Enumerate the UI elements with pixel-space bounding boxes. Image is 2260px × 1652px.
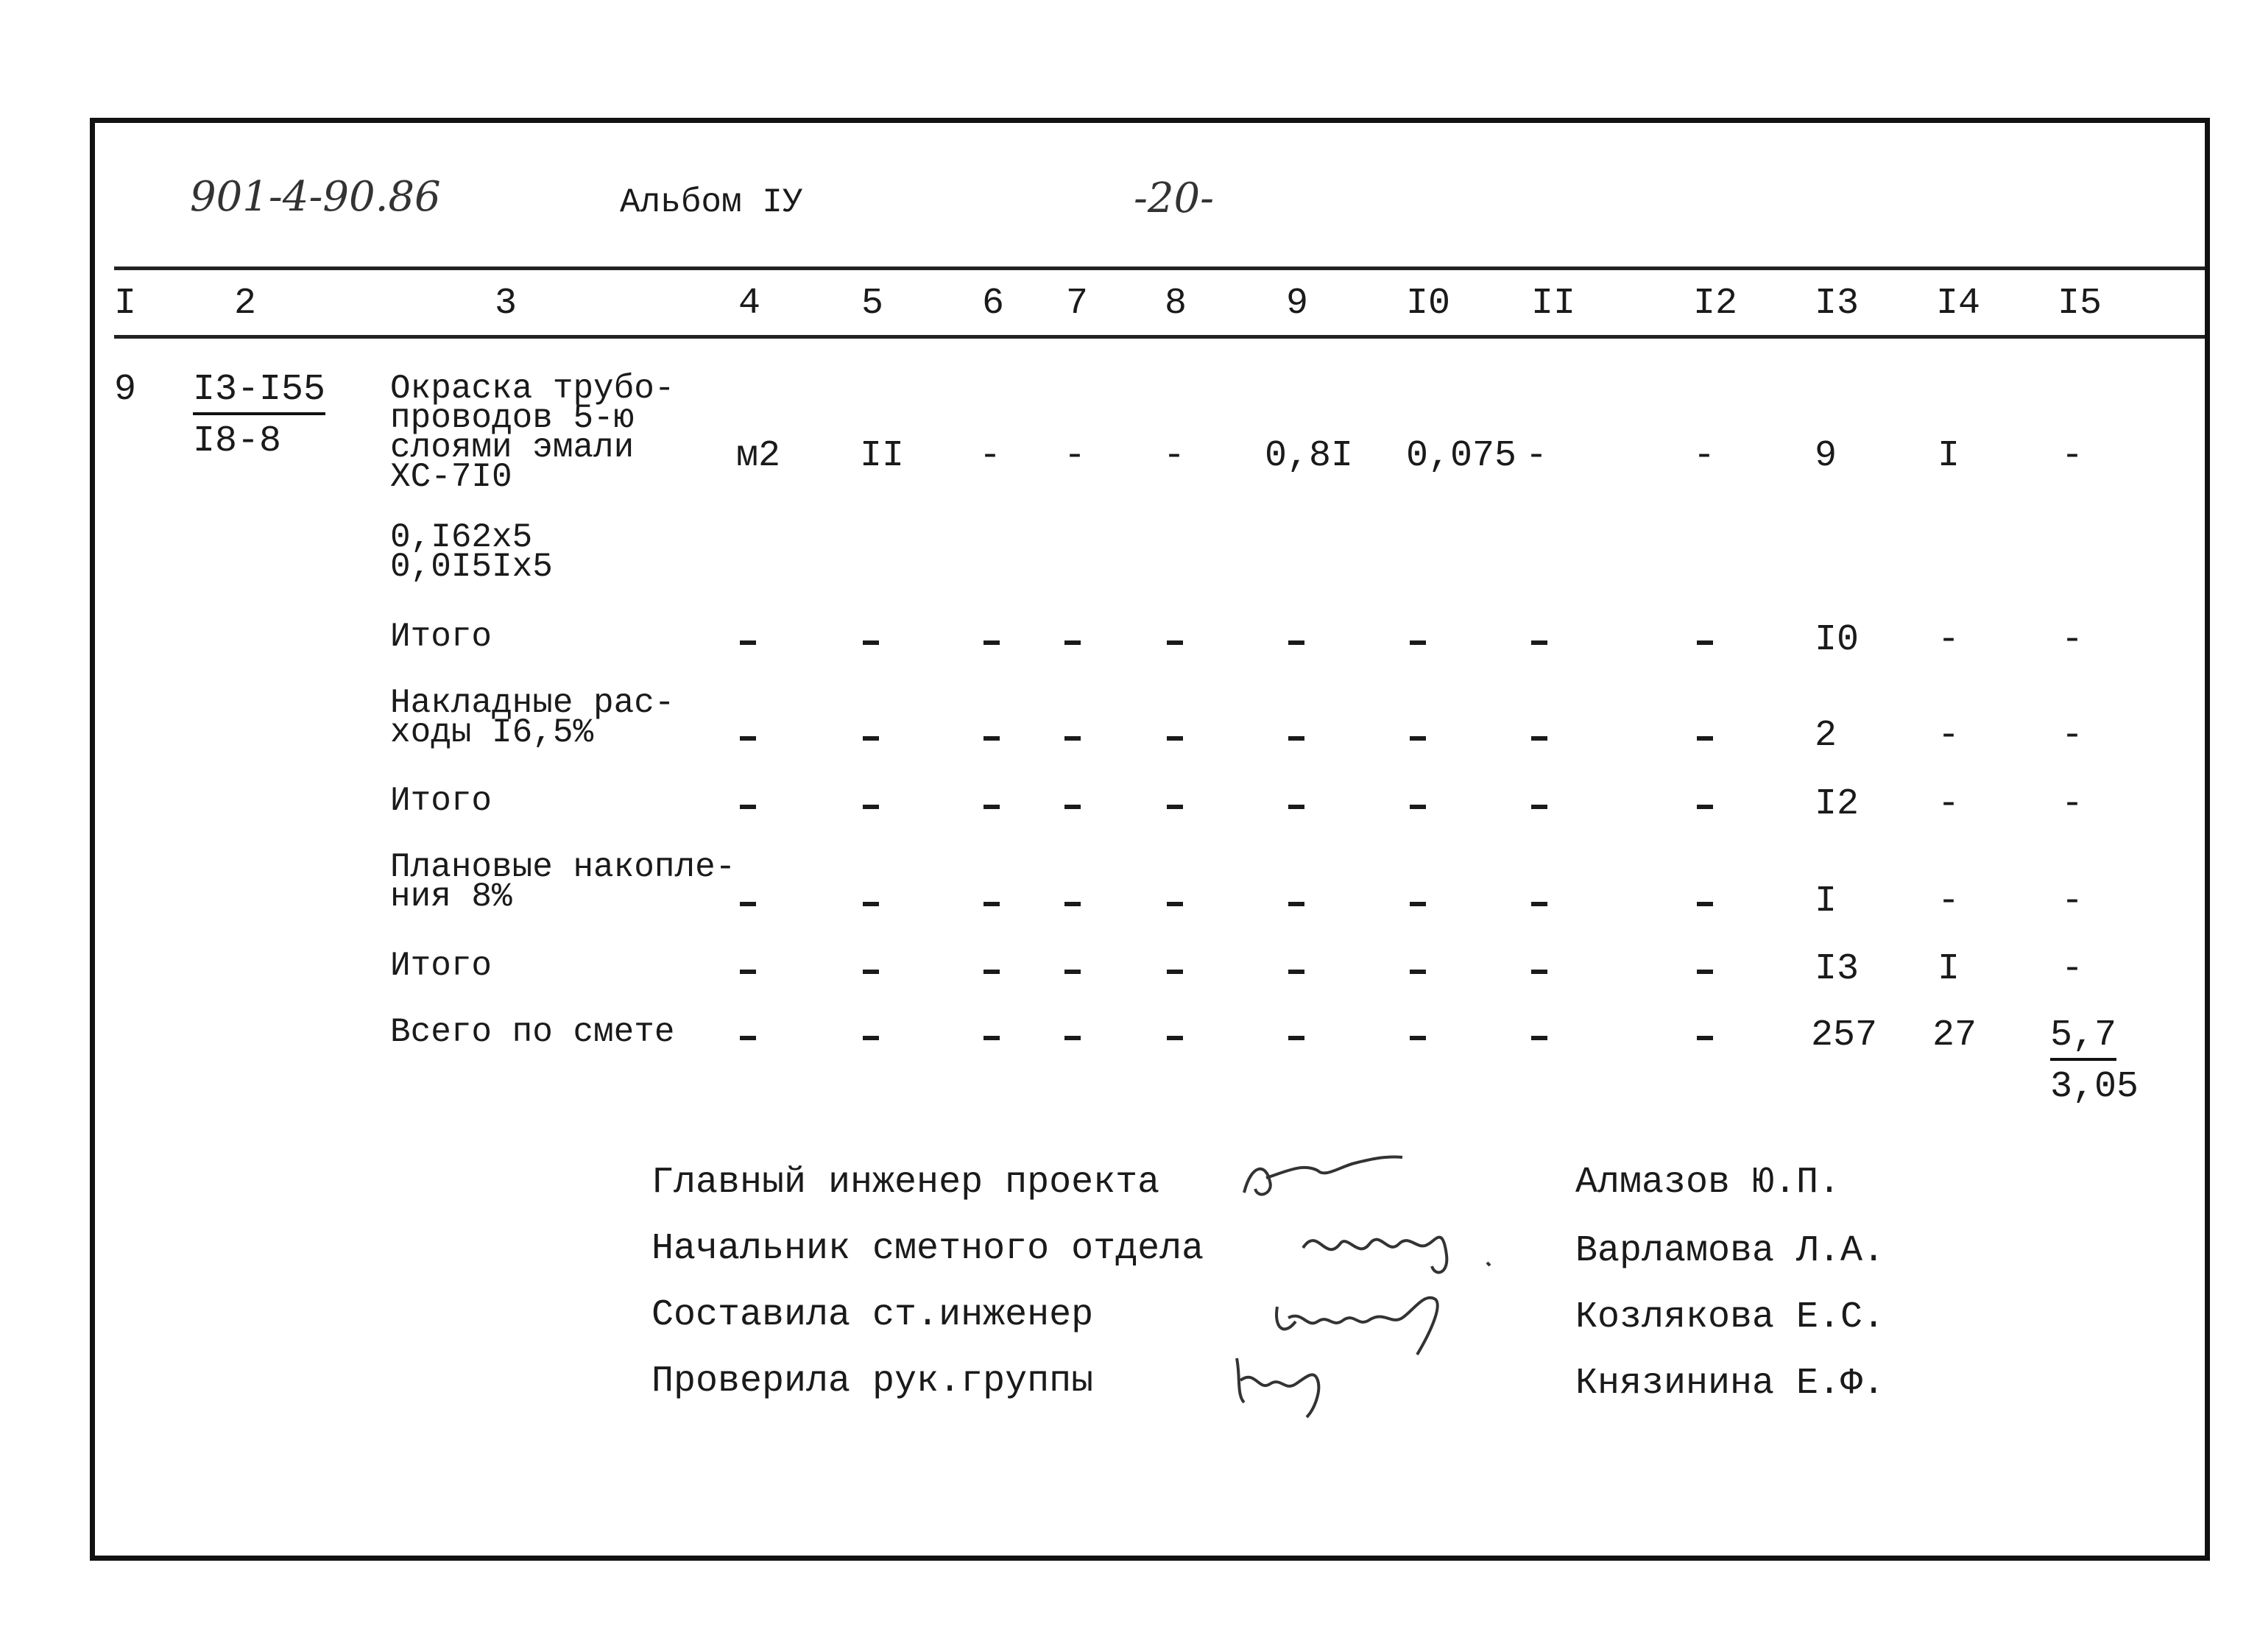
page-number: -20- — [1134, 174, 1215, 222]
summary-col13: 2 — [1815, 715, 1837, 757]
dash-mark — [1064, 1036, 1081, 1040]
summary-col14: - — [1938, 783, 1960, 825]
dash-mark — [1288, 1036, 1304, 1040]
summary-col13: I — [1815, 880, 1837, 922]
dash-mark — [1410, 902, 1426, 906]
summary-col13: I2 — [1815, 783, 1860, 825]
page-frame — [90, 118, 2210, 1561]
col-header: 9 — [1286, 283, 1309, 325]
signature-role: Главный инженер проекта — [651, 1162, 1160, 1204]
dash-mark — [1064, 970, 1081, 974]
dash-mark — [1288, 805, 1304, 809]
item-col15: - — [2061, 435, 2084, 477]
summary-label: ния 8% — [390, 878, 512, 916]
col-header: 4 — [738, 283, 761, 325]
dash-mark — [1531, 970, 1547, 974]
dash-mark — [740, 970, 756, 974]
dash-mark — [1064, 736, 1081, 741]
summary-col14: - — [1938, 880, 1960, 922]
dash-mark — [863, 1036, 879, 1040]
dash-mark — [863, 736, 879, 741]
item-col11: - — [1525, 435, 1548, 477]
col-header: 6 — [982, 283, 1005, 325]
dash-mark — [1697, 902, 1713, 906]
album-label: Альбом IУ — [620, 183, 803, 222]
summary-col14: I — [1938, 948, 1960, 990]
dash-mark — [1531, 902, 1547, 906]
dash-mark — [1697, 970, 1713, 974]
summary-col15: - — [2061, 783, 2084, 825]
handwritten-signature — [1222, 1347, 1362, 1425]
item-code-bottom: I8-8 — [193, 420, 282, 462]
dash-mark — [1167, 805, 1183, 809]
table-header-rule — [114, 335, 2205, 339]
summary-col15-top: 5,7 — [2050, 1014, 2116, 1061]
summary-label: ходы I6,5% — [390, 713, 594, 752]
dash-mark — [984, 970, 1000, 974]
handwritten-signature — [1237, 1148, 1406, 1211]
dash-mark — [863, 805, 879, 809]
item-desc-line: ХС-7I0 — [390, 458, 512, 496]
dash-mark — [1167, 736, 1183, 741]
dash-mark — [984, 1036, 1000, 1040]
summary-col13: 257 — [1811, 1014, 1878, 1056]
item-unit: м2 — [736, 435, 781, 477]
summary-label: Итого — [390, 782, 492, 820]
summary-col15: - — [2061, 619, 2084, 661]
dash-mark — [1410, 805, 1426, 809]
dash-mark — [863, 970, 879, 974]
item-desc-line: проводов 5-ю — [390, 399, 635, 437]
signature-role: Проверила рук.группы — [651, 1360, 1094, 1402]
dash-mark — [1697, 805, 1713, 809]
col-header: 2 — [234, 283, 257, 325]
summary-col15: - — [2061, 880, 2084, 922]
col-header: I2 — [1693, 283, 1738, 325]
col-header: 3 — [495, 283, 518, 325]
dash-mark — [1531, 640, 1547, 645]
summary-col14: - — [1938, 715, 1960, 757]
col-header: I — [114, 283, 137, 325]
summary-col15: - — [2061, 948, 2084, 990]
dash-mark — [1697, 736, 1713, 741]
col-header: I3 — [1815, 283, 1860, 325]
summary-label: Всего по смете — [390, 1013, 675, 1051]
dash-mark — [1064, 902, 1081, 906]
item-desc-line: Окраска трубо- — [390, 370, 675, 408]
col-header: II — [1531, 283, 1576, 325]
summary-label: Накладные рас- — [390, 684, 675, 722]
dash-mark — [1064, 640, 1081, 645]
signature-name: Алмазов Ю.П. — [1575, 1162, 1841, 1204]
item-qty: II — [860, 435, 905, 477]
item-desc-line: слоями эмали — [390, 428, 635, 467]
item-col6: - — [979, 435, 1002, 477]
item-col10: 0,075 — [1406, 435, 1517, 477]
col-header: I4 — [1936, 283, 1981, 325]
doc-code: 901-4-90.86 — [190, 173, 441, 221]
item-col13: 9 — [1815, 435, 1837, 477]
item-code-top: I3-I55 — [193, 369, 325, 415]
dash-mark — [1167, 902, 1183, 906]
item-calc-line: 0,0I5Ix5 — [390, 548, 553, 586]
table-top-rule — [114, 266, 2205, 270]
dash-mark — [984, 902, 1000, 906]
dash-mark — [863, 902, 879, 906]
col-header: I0 — [1406, 283, 1451, 325]
dash-mark — [1167, 970, 1183, 974]
item-calc-line: 0,I62x5 — [390, 518, 533, 557]
dash-mark — [740, 902, 756, 906]
signature-name: Варламова Л.А. — [1575, 1230, 1885, 1272]
dash-mark — [984, 736, 1000, 741]
dash-mark — [1410, 970, 1426, 974]
dash-mark — [1288, 640, 1304, 645]
signature-name: Князинина Е.Ф. — [1575, 1363, 1885, 1405]
dash-mark — [1531, 1036, 1547, 1040]
col-header: 7 — [1066, 283, 1089, 325]
dash-mark — [1288, 970, 1304, 974]
summary-col13: I3 — [1815, 948, 1860, 990]
dash-mark — [740, 805, 756, 809]
dash-mark — [863, 640, 879, 645]
summary-label: Итого — [390, 618, 492, 656]
dash-mark — [1697, 640, 1713, 645]
item-col9: 0,8I — [1265, 435, 1354, 477]
item-col7: - — [1064, 435, 1087, 477]
dash-mark — [984, 805, 1000, 809]
dash-mark — [740, 736, 756, 741]
dash-mark — [1288, 736, 1304, 741]
dash-mark — [1410, 1036, 1426, 1040]
dash-mark — [1167, 1036, 1183, 1040]
dash-mark — [1697, 1036, 1713, 1040]
summary-col13: I0 — [1815, 619, 1860, 661]
dash-mark — [1167, 640, 1183, 645]
col-header: 8 — [1165, 283, 1187, 325]
item-number: 9 — [114, 369, 137, 411]
summary-label: Итого — [390, 947, 492, 985]
col-header: 5 — [861, 283, 884, 325]
dash-mark — [1288, 902, 1304, 906]
handwritten-signature — [1296, 1218, 1502, 1288]
dash-mark — [1531, 805, 1547, 809]
summary-col14: 27 — [1932, 1014, 1977, 1056]
summary-col15: - — [2061, 715, 2084, 757]
dash-mark — [1410, 640, 1426, 645]
dash-mark — [984, 640, 1000, 645]
dash-mark — [1531, 736, 1547, 741]
summary-col15-bottom: 3,05 — [2050, 1066, 2139, 1108]
dash-mark — [1410, 736, 1426, 741]
dash-mark — [1064, 805, 1081, 809]
signature-name: Козлякова Е.С. — [1575, 1296, 1885, 1338]
dash-mark — [740, 640, 756, 645]
dash-mark — [740, 1036, 756, 1040]
signature-role: Составила ст.инженер — [651, 1294, 1094, 1336]
item-col12: - — [1693, 435, 1716, 477]
item-col14: I — [1938, 435, 1960, 477]
summary-col14: - — [1938, 619, 1960, 661]
col-header: I5 — [2058, 283, 2102, 325]
summary-label: Плановые накопле- — [390, 848, 736, 886]
item-col8: - — [1163, 435, 1186, 477]
signature-role: Начальник сметного отдела — [651, 1228, 1204, 1270]
